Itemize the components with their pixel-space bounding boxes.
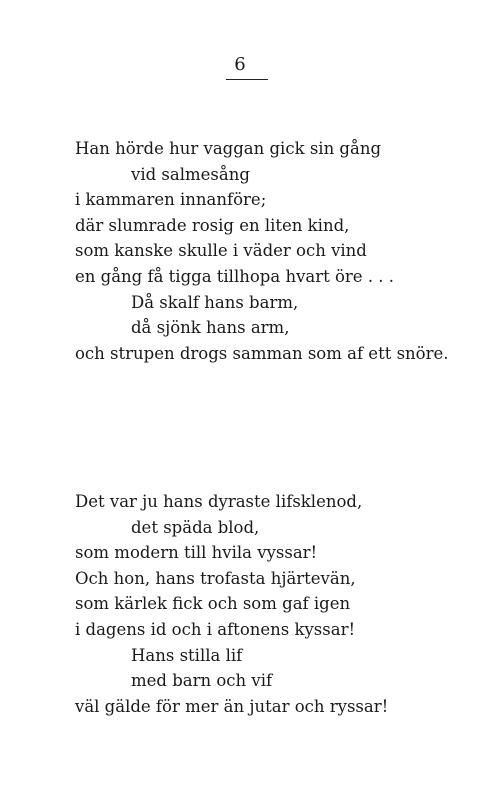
poem-line-indented: vid salmesång [131,164,250,184]
poem-line: en gång få tigga tillhopa hvart öre . . . [75,266,395,286]
poem-line: Han hörde hur vaggan gick sin gång [75,139,382,158]
poem-line: och strupen drogs samman som af ett snöre. [75,343,449,363]
poem-line: i dagens id och i aftonens kyssar! [75,619,356,639]
poem-line-indented: Då skalf hans barm, [131,292,299,312]
poem-line: som modern till hvila vyssar! [75,543,318,563]
poem-line: väl gälde för mer än jutar och ryssar! [75,696,389,716]
poem-line: där slumrade rosig en liten kind, [75,215,350,235]
poem-line-indented: med barn och vif [131,671,273,691]
poem-line: Det var ju hans dyraste lifsklenod, [75,492,363,511]
poem-line: i kammaren innanföre; [75,190,267,210]
poem-line-indented: det späda blod, [131,517,260,537]
poem-line: som kärlek fick och som gaf igen [75,594,351,614]
poem-line-indented: Hans stilla lif [131,645,243,665]
stanza-1 [75,136,449,366]
stanza-2 [75,489,388,719]
poem-line: som kanske skulle i väder och vind [75,241,367,261]
page-number-rule [226,79,268,80]
poem-line: Och hon, hans trofasta hjärtevän, [75,568,356,588]
page-number: 6 [234,54,246,75]
poem-line-indented: då sjönk hans arm, [131,318,290,338]
